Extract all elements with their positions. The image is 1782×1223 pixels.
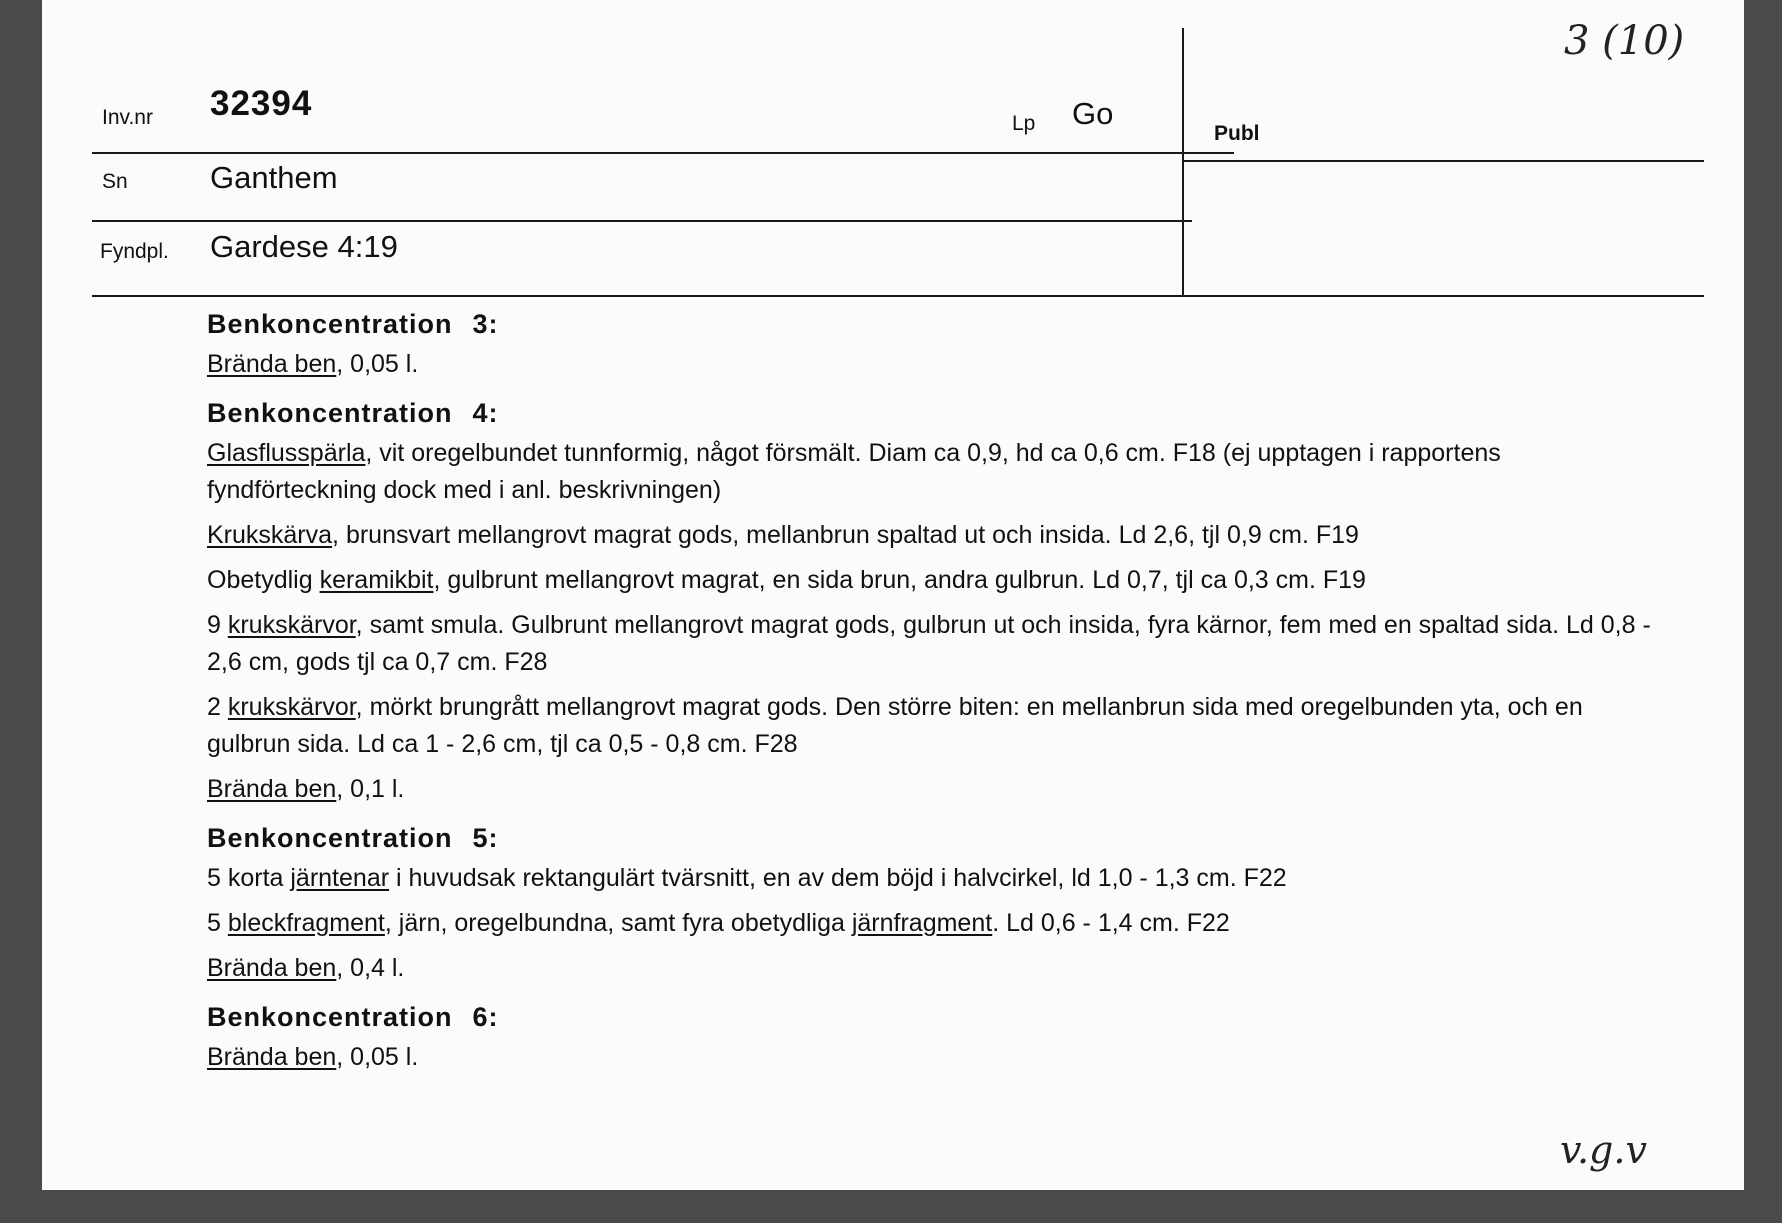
- section-number: 4:: [472, 398, 499, 428]
- find-term: järnfragment: [851, 909, 993, 937]
- find-entry: Brända ben, 0,05 l.: [207, 350, 419, 378]
- page-note: 3 (10): [1564, 18, 1685, 64]
- publ-label: Publ: [1214, 122, 1260, 145]
- section-6: [207, 995, 1657, 1076]
- fyndpl-label: Fyndpl.: [100, 240, 169, 263]
- find-term: Brända ben: [207, 1043, 337, 1071]
- find-term: järntenar: [290, 864, 390, 892]
- find-entry: Brända ben, 0,1 l.: [207, 775, 405, 803]
- inv-label: Inv.nr: [102, 106, 153, 129]
- section-4: [207, 391, 1657, 808]
- sn-value: Ganthem: [210, 160, 338, 195]
- header-rule-2: [92, 220, 1192, 222]
- find-term: Glasflusspärla: [207, 439, 366, 467]
- find-term: Brända ben: [207, 954, 337, 982]
- find-term: krukskärvor: [227, 693, 356, 721]
- lp-value: Go: [1072, 96, 1114, 131]
- find-entry: Krukskärva, brunsvart mellangrovt magrat gods, mellanbrun spaltad ut och insida. Ld 2,6, tjl 0,9 cm. F19: [207, 521, 1359, 549]
- section-title: Benkoncentration: [207, 398, 453, 428]
- footer-note: v.g.v: [1560, 1128, 1647, 1172]
- find-entry: Obetydlig keramikbit, gulbrunt mellangrovt magrat, en sida brun, andra gulbrun. Ld 0,7, tjl ca 0,3 cm. F19: [207, 566, 1366, 594]
- section-number: 6:: [472, 1002, 499, 1032]
- index-card: [42, 0, 1744, 1190]
- section-number: 3:: [472, 309, 499, 339]
- section-5: [207, 816, 1657, 987]
- sn-label: Sn: [102, 170, 128, 193]
- find-term: Krukskärva: [207, 521, 333, 549]
- find-term: bleckfragment: [227, 909, 385, 937]
- section-title: Benkoncentration: [207, 309, 453, 339]
- find-term: keramikbit: [319, 566, 434, 594]
- inv-value: 32394: [210, 84, 313, 123]
- section-title: Benkoncentration: [207, 1002, 453, 1032]
- find-entry: 9 krukskärvor, samt smula. Gulbrunt mellangrovt magrat gods, gulbrun ut och insida, fyra kärnor, fem med en spaltad sida. Ld 0,8 - 2,6 cm, gods tjl ca 0,7 cm. F28: [207, 611, 1651, 676]
- find-entry: 2 krukskärvor, mörkt brungrått mellangrovt magrat gods. Den större biten: en mellanbrun sida med oregelbunden yta, och en gulbrun sida. Ld ca 1 - 2,6 cm, tjl ca 0,5 - 0,8 cm. F28: [207, 693, 1583, 758]
- find-entry: 5 bleckfragment, järn, oregelbundna, samt fyra obetydliga järnfragment. Ld 0,6 - 1,4 cm. F22: [207, 909, 1230, 937]
- find-entry: Brända ben, 0,4 l.: [207, 954, 405, 982]
- publ-divider: [1182, 28, 1184, 296]
- section-3: [207, 302, 1657, 383]
- find-term: krukskärvor: [227, 611, 356, 639]
- publ-rule: [1184, 160, 1704, 162]
- find-entry: Glasflusspärla, vit oregelbundet tunnformig, något försmält. Diam ca 0,9, hd ca 0,6 cm. F18 (ej upptagen i rapportens fyndförteckning dock med i anl. beskrivningen): [207, 439, 1501, 504]
- header-rule-3: [92, 295, 1704, 297]
- section-title: Benkoncentration: [207, 823, 453, 853]
- find-term: Brända ben: [207, 350, 337, 378]
- section-number: 5:: [472, 823, 499, 853]
- lp-label: Lp: [1012, 112, 1036, 135]
- fyndpl-value: Gardese 4:19: [210, 229, 398, 264]
- findings-text: [207, 302, 1657, 1084]
- header-rule-1: [92, 152, 1234, 154]
- find-entry: Brända ben, 0,05 l.: [207, 1043, 419, 1071]
- find-entry: 5 korta järntenar i huvudsak rektangulärt tvärsnitt, en av dem böjd i halvcirkel, ld 1,0 - 1,3 cm. F22: [207, 864, 1287, 892]
- find-term: Brända ben: [207, 775, 337, 803]
